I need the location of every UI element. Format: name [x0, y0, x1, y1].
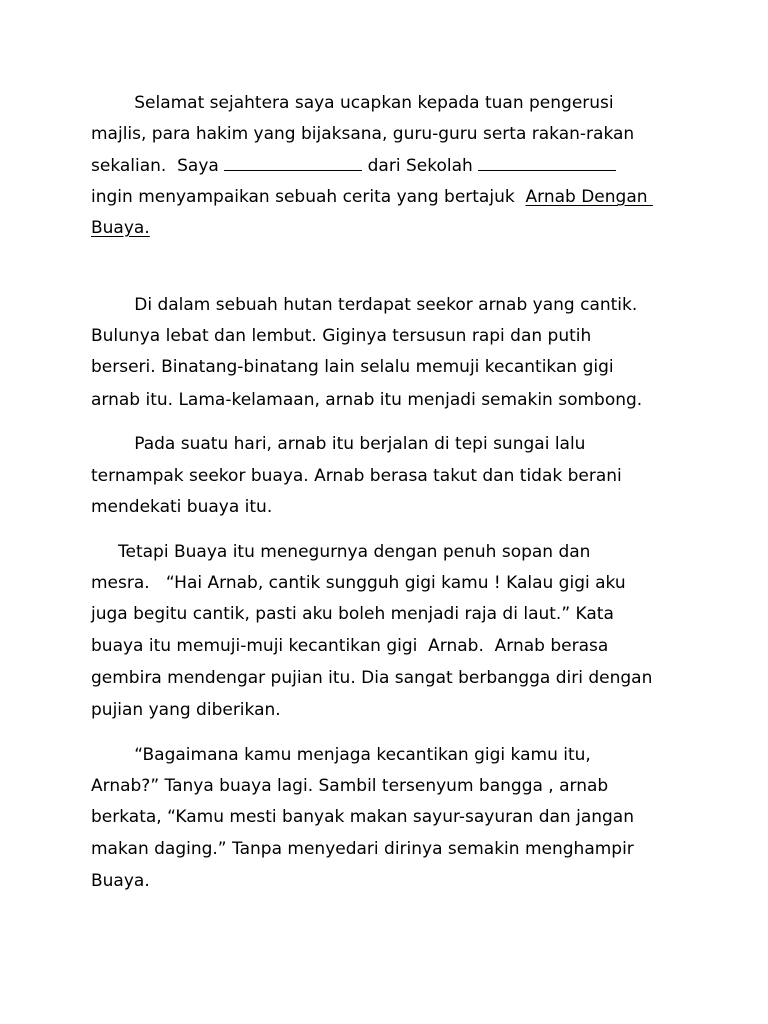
p2-line-1: Pada suatu hari, arnab itu berjalan di tepi sungai lalu	[91, 434, 586, 454]
intro-line-3-text-b: dari Sekolah	[362, 156, 479, 176]
intro-line-2: majlis, para hakim yang bijaksana, guru-guru serta rakan-rakan	[91, 124, 635, 144]
p2-line-2: ternampak seekor buaya. Arnab berasa takut dan tidak berani	[91, 466, 622, 486]
p1-line-3: berseri. Binatang-binatang lain selalu memuji kecantikan gigi	[91, 357, 614, 377]
p1-line-1: Di dalam sebuah hutan terdapat seekor arnab yang cantik.	[91, 295, 638, 315]
p3-line-1: Tetapi Buaya itu menegurnya dengan penuh sopan dan	[91, 542, 591, 562]
p4-line-2: Arnab?” Tanya buaya lagi. Sambil tersenyum bangga , arnab	[91, 776, 609, 796]
p1-line-2: Bulunya lebat dan lembut. Giginya tersusun rapi dan putih	[91, 326, 592, 346]
story-title-part-2: Buaya.	[91, 218, 150, 238]
name-blank	[224, 156, 362, 171]
p3-line-2: mesra. “Hai Arnab, cantik sungguh gigi kamu ! Kalau gigi aku	[91, 573, 626, 593]
intro-line-4	[91, 187, 653, 207]
p4-line-1: “Bagaimana kamu menjaga kecantikan gigi kamu itu,	[91, 745, 591, 765]
p4-line-3: berkata, “Kamu mesti banyak makan sayur-sayuran dan jangan	[91, 807, 635, 827]
p4-line-5: Buaya.	[91, 871, 150, 891]
intro-line-4-text: ingin menyampaikan sebuah cerita yang bertajuk	[91, 187, 526, 207]
p3-line-4: buaya itu memuji-muji kecantikan gigi Arnab. Arnab berasa	[91, 636, 609, 656]
intro-line-3	[91, 156, 616, 176]
intro-line-5	[91, 218, 150, 238]
p1-line-4: arnab itu. Lama-kelamaan, arnab itu menjadi semakin sombong.	[91, 390, 643, 410]
story-title-part-1: Arnab Dengan	[525, 187, 653, 207]
p3-line-6: pujian yang diberikan.	[91, 700, 281, 720]
p3-line-5: gembira mendengar pujian itu. Dia sangat berbangga diri dengan	[91, 668, 653, 688]
intro-line-1: Selamat sejahtera saya ucapkan kepada tuan pengerusi	[91, 93, 614, 113]
p2-line-3: mendekati buaya itu.	[91, 497, 273, 517]
intro-line-3-text-a: sekalian. Saya	[91, 156, 225, 176]
school-blank	[478, 156, 616, 171]
p3-line-3: juga begitu cantik, pasti aku boleh menjadi raja di laut.” Kata	[91, 604, 614, 624]
p4-line-4: makan daging.” Tanpa menyedari dirinya semakin menghampir	[91, 839, 634, 859]
